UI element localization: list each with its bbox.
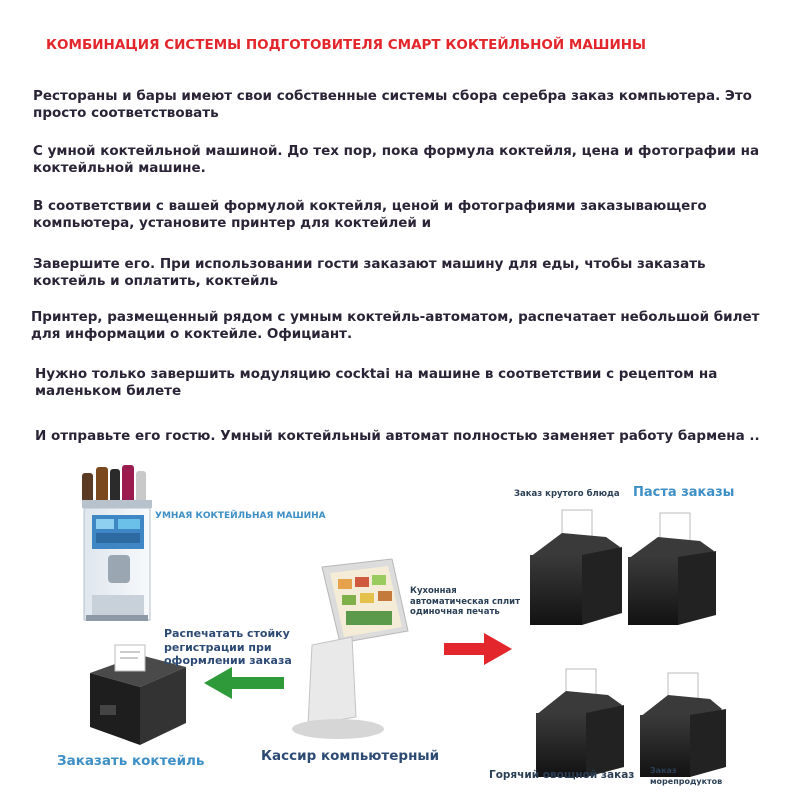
paragraph-6: Нужно только завершить модуляцию cocktai на машине в соответствии с рецептом на маленьком билете	[35, 366, 718, 399]
kitchen-label: Кухонная автоматическая сплит одиночная печать	[410, 586, 521, 617]
hot-dish-label: Заказ крутого блюда	[514, 489, 620, 499]
green-arrow-icon	[204, 667, 284, 699]
order-cocktail-label: Заказать коктейль	[57, 753, 205, 769]
veg-label: Горячий овощной заказ	[489, 769, 635, 781]
kitchen-printer-4	[640, 673, 726, 777]
print-receipt-label: Распечатать стойку регистрации при оформлении заказа	[164, 627, 292, 667]
paragraph-4: Завершите его. При использовании гости заказают машину для еды, чтобы заказать коктейль и оплатить, коктейль	[33, 256, 706, 289]
kitchen-printer-1	[530, 510, 622, 625]
kitchen-printer-2	[628, 513, 716, 625]
paragraph-3: В соответствии с вашей формулой коктейля, ценой и фотографиями заказывающего компьютера, установите принтер для коктейлей и	[33, 198, 707, 231]
cocktail-machine-image	[82, 465, 152, 621]
paragraph-2: С умной коктейльной машиной. До тех пор, пока формула коктейля, цена и фотографии на коктейльной машине.	[33, 143, 760, 176]
pos-terminal-image	[292, 559, 408, 739]
pasta-label: Паста заказы	[633, 485, 735, 500]
paragraph-1: Рестораны и бары имеют свои собственные системы сбора серебра заказ компьютера. Это просто соответствовать	[33, 88, 752, 121]
page-title: КОМБИНАЦИЯ СИСТЕМЫ ПОДГОТОВИТЕЛЯ СМАРТ КОКТЕЙЛЬНОЙ МАШИНЫ	[46, 37, 647, 53]
kitchen-printer-3	[536, 669, 624, 777]
cashier-label: Кассир компьютерный	[261, 748, 440, 764]
machine-label: УМНАЯ КОКТЕЙЛЬНАЯ МАШИНА	[155, 511, 326, 521]
red-arrow-icon	[444, 633, 512, 665]
paragraph-7: И отправьте его гостю. Умный коктейльный автомат полностью заменяет работу бармена ..	[35, 428, 760, 444]
paragraph-5: Принтер, размещенный рядом с умным коктейль-автоматом, распечатает небольшой билет для информации о коктейле. Официант.	[31, 309, 760, 342]
system-diagram	[0, 455, 800, 807]
seafood-label: Заказ морепродуктов	[650, 766, 723, 786]
